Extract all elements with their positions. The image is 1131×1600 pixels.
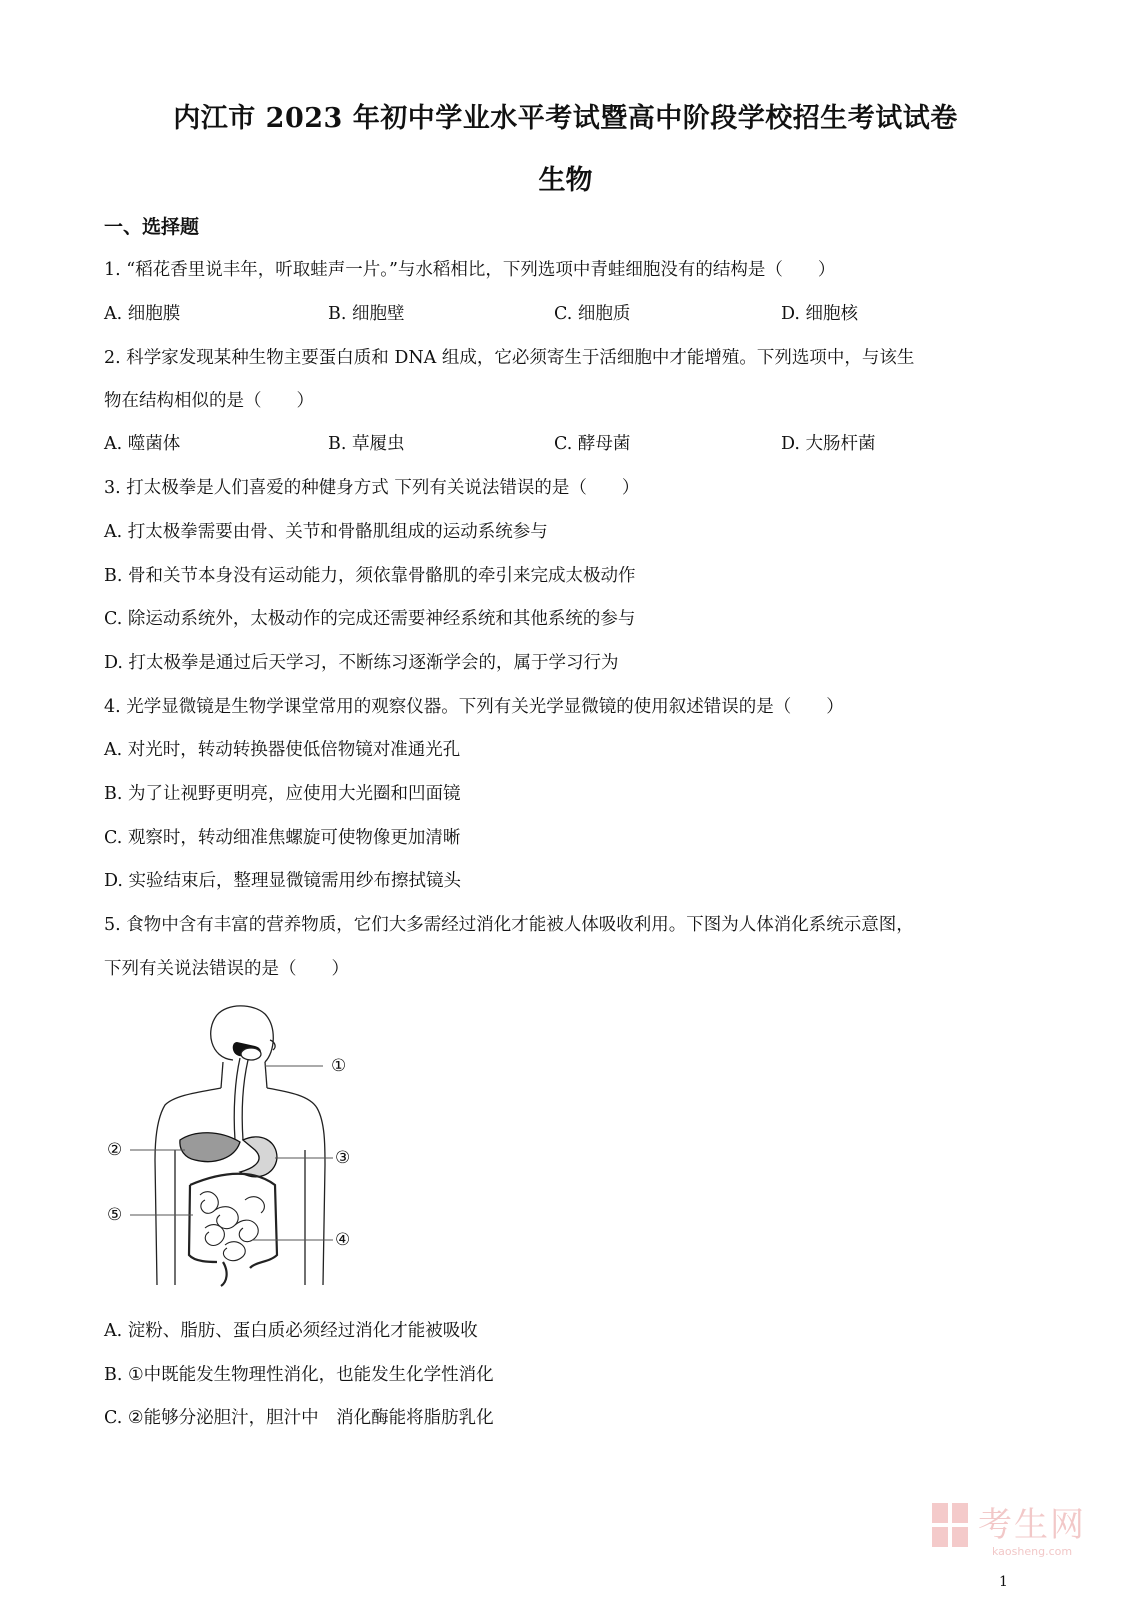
question-1-option-b: B. 细胞壁 xyxy=(328,304,405,324)
question-1-option-c: C. 细胞质 xyxy=(554,304,631,324)
question-4-option-d: D. 实验结束后，整理显微镜需用纱布擦拭镜头 xyxy=(104,871,462,891)
question-2-stem-line-2: 物在结构相似的是（ ） xyxy=(104,391,314,411)
watermark-url: kaosheng.com xyxy=(992,1545,1073,1558)
figure-label-2: ② xyxy=(107,1140,123,1160)
question-2-stem-line-1: 2. 科学家发现某种生物主要蛋白质和 DNA 组成，它必须寄生于活细胞中才能增殖。下列选项中，与该生 xyxy=(104,348,915,368)
question-3-option-a: A. 打太极拳需要由骨、关节和骨骼肌组成的运动系统参与 xyxy=(104,522,548,542)
question-4-stem: 4. 光学显微镜是生物学课堂常用的观察仪器。下列有关光学显微镜的使用叙述错误的是（ ） xyxy=(104,697,844,717)
question-5-stem-line-1: 5. 食物中含有丰富的营养物质，它们大多需经过消化才能被人体吸收利用。下图为人体消化系统示意图， xyxy=(104,915,914,935)
page-number: 1 xyxy=(999,1574,1008,1590)
question-4-option-a: A. 对光时，转动转换器使低倍物镜对准通光孔 xyxy=(104,740,461,760)
question-3-option-c: C. 除运动系统外，太极动作的完成还需要神经系统和其他系统的参与 xyxy=(104,609,636,629)
question-4-option-c: C. 观察时，转动细准焦螺旋可使物像更加清晰 xyxy=(104,828,461,848)
question-5-option-a: A. 淀粉、脂肪、蛋白质必须经过消化才能被吸收 xyxy=(104,1321,478,1341)
question-3-option-b: B. 骨和关节本身没有运动能力，须依靠骨骼肌的牵引来完成太极动作 xyxy=(104,566,636,586)
exam-title: 内江市 2023 年初中学业水平考试暨高中阶段学校招生考试试卷 xyxy=(173,103,958,134)
exam-subject: 生物 xyxy=(538,165,593,196)
question-2-option-d: D. 大肠杆菌 xyxy=(781,434,876,454)
question-2-option-c: C. 酵母菌 xyxy=(554,434,631,454)
figure-label-1: ① xyxy=(331,1056,347,1076)
watermark-text: 考生网 xyxy=(978,1505,1086,1545)
section-heading: 一、选择题 xyxy=(104,216,200,238)
question-1-option-d: D. 细胞核 xyxy=(781,304,859,324)
figure-label-4: ④ xyxy=(335,1230,351,1250)
figure-label-5: ⑤ xyxy=(107,1205,123,1225)
question-4-option-b: B. 为了让视野更明亮，应使用大光圈和凹面镜 xyxy=(104,784,461,804)
question-3-stem: 3. 打太极拳是人们喜爱的种健身方式 下列有关说法错误的是（ ） xyxy=(104,478,640,498)
question-2-option-b: B. 草履虫 xyxy=(328,434,405,454)
digestive-system-diagram xyxy=(105,1000,365,1290)
question-2-option-a: A. 噬菌体 xyxy=(104,434,181,454)
question-5-option-c: C. ②能够分泌胆汁，胆汁中 消化酶能将脂肪乳化 xyxy=(104,1408,494,1428)
question-1-stem: 1. “稻花香里说丰年，听取蛙声一片。”与水稻相比，下列选项中青蛙细胞没有的结构是（ ） xyxy=(104,260,836,280)
question-1-option-a: A. 细胞膜 xyxy=(104,304,181,324)
watermark-icon xyxy=(930,1501,970,1549)
figure-label-3: ③ xyxy=(335,1148,351,1168)
question-3-option-d: D. 打太极拳是通过后天学习，不断练习逐渐学会的，属于学习行为 xyxy=(104,653,619,673)
question-5-option-b: B. ①中既能发生物理性消化，也能发生化学性消化 xyxy=(104,1365,494,1385)
question-5-stem-line-2: 下列有关说法错误的是（ ） xyxy=(104,959,349,979)
